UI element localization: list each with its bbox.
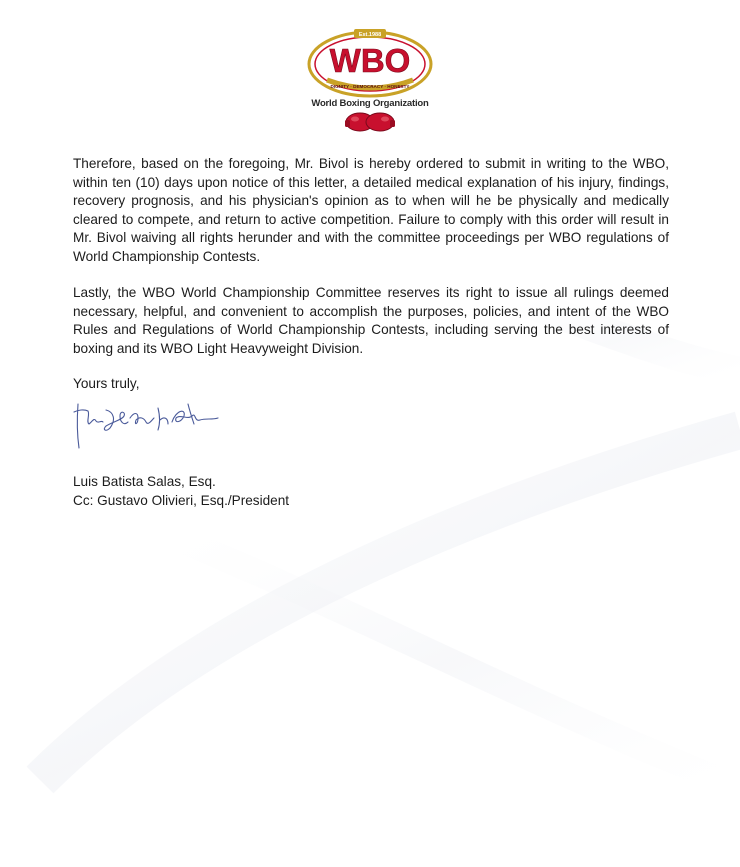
signer-block — [73, 472, 289, 510]
letter-body — [73, 155, 669, 376]
letterhead — [0, 26, 740, 133]
paragraph-reservation: Lastly, the WBO World Championship Committee reserves its right to issue all rulings deemed necessary, helpful, and convenient to accomplish the purposes, policies, and intent of the WBO Rules and Regulations of World Championship Contests, including serving the best interests of boxing and its WBO Light Heavyweight Division. — [73, 285, 669, 356]
carbon-copy-line: Cc: Gustavo Olivieri, Esq./President — [73, 493, 290, 508]
logo-letters: WBO — [329, 42, 411, 79]
boxing-gloves-icon — [340, 111, 400, 133]
signer-name: Luis Batista Salas, Esq. — [73, 474, 216, 489]
paragraph-order: Therefore, based on the foregoing, Mr. Bivol is hereby ordered to submit in writing to the WBO, within ten (10) days upon notice of this letter, a detailed medical explanation of his injury, findings, recovery prognosis, and his physician's opinion as to when will he be physically and medically cleared to compete, and return to active competition. Failure to comply with this order will result in Mr. Bivol waiving all rights herunder and with the committee proceedings per WBO regulations of World Championship Contests. — [73, 156, 669, 264]
handwritten-signature — [68, 398, 224, 456]
logo-motto: DIGNITY · DEMOCRACY · HONESTY — [330, 84, 410, 89]
organization-name: World Boxing Organization — [311, 98, 429, 109]
closing-salutation: Yours truly, — [73, 376, 140, 391]
logo-established: Est.1988 — [358, 32, 382, 38]
wbo-logo — [305, 26, 435, 98]
